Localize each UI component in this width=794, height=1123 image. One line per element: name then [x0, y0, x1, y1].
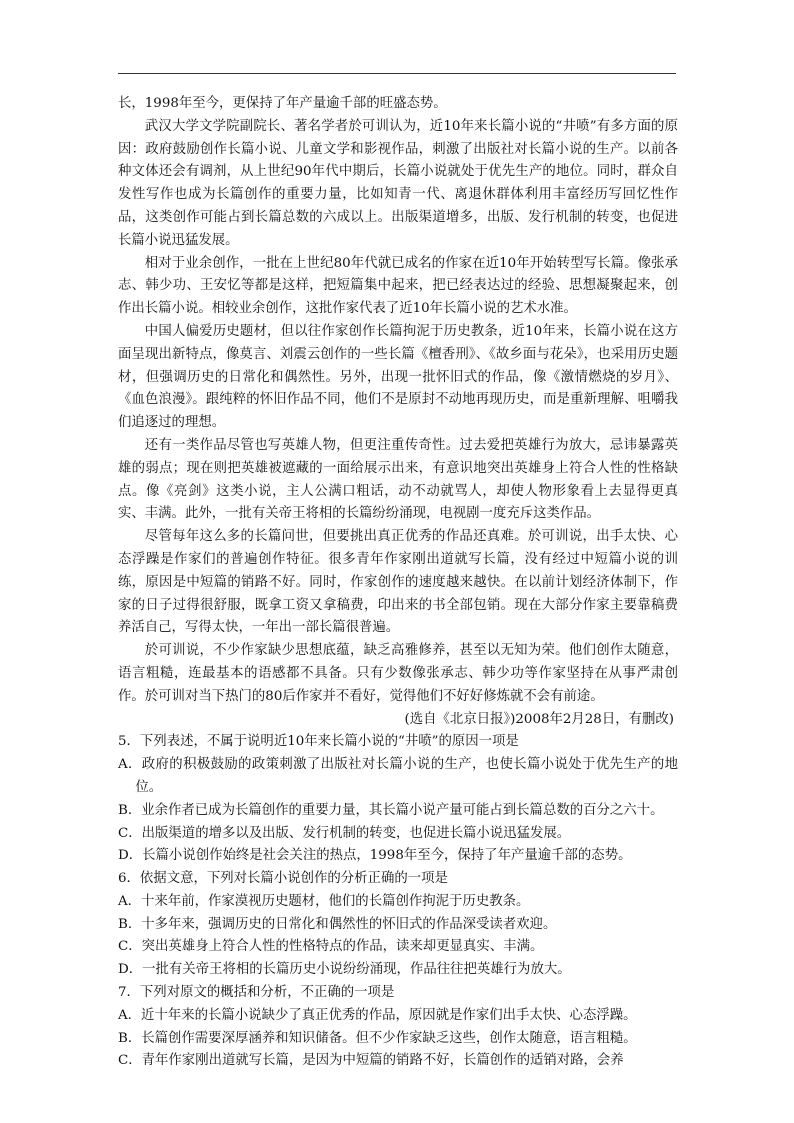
question-6-option-d: D．一批有关帝王将相的长篇历史小说纷纷涌现，作品往往把英雄行为放大。	[118, 962, 571, 978]
header-rule	[118, 73, 676, 74]
article-paragraph-0: 长，1998年至今，更保持了年产量逾千部的旺盛态势。	[118, 96, 447, 111]
document-body	[118, 93, 678, 1073]
question-6-option-a: A．十来年前，作家漠视历史题材，他们的长篇创作拘泥于历史教条。	[118, 893, 530, 909]
question-7-option-b: B．长篇创作需要深厚涵养和知识储备。但不少作家缺乏这些，创作太随意，语言粗糙。	[118, 1030, 637, 1046]
article-paragraph-4: 还有一类作品尽管也写英雄人物，但更注重传奇性。过去爱把英雄行为放大，忌讳暴露英雄的弱点；现在则把英雄被遮藏的一面给展示出来，有意识地突出英雄身上符合人性的性格缺点。像《亮剑》这类小说，主人公满口粗话，动不动就骂人，却使人物形象看上去显得更真实、丰满。此外，一批有关帝王将相的长篇纷纷涌现，电视剧一度充斥这类作品。	[118, 437, 678, 522]
question-5-stem: 5．下列表述，不属于说明近10年来长篇小说的“井喷”的原因一项是	[118, 734, 519, 750]
question-6-option-b: B．十多年来，强调历史的日常化和偶然性的怀旧式的作品深受读者欢迎。	[118, 916, 557, 932]
question-7-option-c: C．青年作家刚出道就写长篇，是因为中短篇的销路不好，长篇创作的适销对路，会养	[118, 1053, 624, 1069]
article-paragraph-2: 相对于业余创作，一批在上世纪80年代就已成名的作家在近10年开始转型写长篇。像张承志、韩少功、王安忆等都是这样，把短篇集中起来，把已经表达过的经验、思想凝聚起来，创作出长篇小说。相较业余创作，这批作家代表了近10年长篇小说的艺术水准。	[118, 255, 678, 317]
question-6-option-c: C．突出英雄身上符合人性的性格特点的作品，读来却更显真实、丰满。	[118, 939, 544, 955]
question-5-option-c: C．出版渠道的增多以及出版、发行机制的转变，也促进长篇小说迅猛发展。	[118, 825, 571, 841]
article-paragraph-6: 於可训说，不少作家缺少思想底蕴，缺乏高雅修养，甚至以无知为荣。他们创作太随意，语言粗糙，连最基本的语感都不具备。只有少数像张承志、韩少功等作家坚持在从事严肃创作。於可训对当下热门的80后作家并不看好，觉得他们不好好修炼就不会有前途。	[118, 643, 678, 704]
article-source: (选自《北京日报》)2008年2月28日，有删改)	[404, 711, 674, 727]
question-7-option-a: A．近十年来的长篇小说缺少了真正优秀的作品，原因就是作家们出手太快、心态浮躁。	[118, 1007, 637, 1023]
article-paragraph-1: 武汉大学文学院副院长、著名学者於可训认为，近10年来长篇小说的“井喷”有多方面的原因：政府鼓励创作长篇小说、儿童文学和影视作品，刺激了出版社对长篇小说的生产。以前各种文体还会有调剂，从上世纪90年代中期后，长篇小说就处于优先生产的地位。同时，群众自发性写作也成为长篇创作的重要力量，比如知青一代、离退休群体利用丰富经历写回忆性作品，这类创作可能占到长篇总数的六成以上。出版渠道增多，出版、发行机制的转变，也促进长篇小说迅猛发展。	[118, 118, 678, 248]
question-5-option-b: B．业余作者已成为长篇创作的重要力量，其长篇小说产量可能占到长篇总数的百分之六十。	[118, 802, 664, 818]
question-6-stem: 6．依据文意，下列对长篇小说创作的分析正确的一项是	[118, 871, 448, 887]
article-paragraph-5: 尽管每年这么多的长篇问世，但要挑出真正优秀的作品还真难。於可训说，出手太快、心态浮躁是作家们的普遍创作特征。很多青年作家刚出道就写长篇，没有经过中短篇小说的训练，原因是中短篇的销路不好。同时，作家创作的速度越来越快。在以前计划经济体制下，作家的日子过得很舒服，既拿工资又拿稿费，印出来的书全部包销。现在大部分作家主要靠稿费养活自己，写得太快，一年出一部长篇很普遍。	[118, 529, 678, 636]
question-5-option-d: D．长篇小说创作始终是社会关注的热点，1998年至今，保持了年产量逾千部的态势。	[118, 848, 632, 864]
article-paragraph-3: 中国人偏爱历史题材，但以往作家创作长篇拘泥于历史教条，近10年来，长篇小说在这方面呈现出新特点，像莫言、刘震云创作的一些长篇《檀香刑》、《故乡面与花朵》，也采用历史题材，但强调历史的日常化和偶然性。另外，出现一批怀旧式的作品，像《激情燃烧的岁月》、《血色浪漫》。跟纯粹的怀旧作品不同，他们不是原封不动地再现历史，而是重新理解、咀嚼我们追逐过的理想。	[118, 323, 678, 431]
question-7-stem: 7．下列对原文的概括和分析，不正确的一项是	[118, 985, 395, 1001]
question-5-option-a: A．政府的积极鼓励的政策刺激了出版社对长篇小说的生产，也使长篇小说处于优先生产的地位。	[118, 757, 678, 795]
